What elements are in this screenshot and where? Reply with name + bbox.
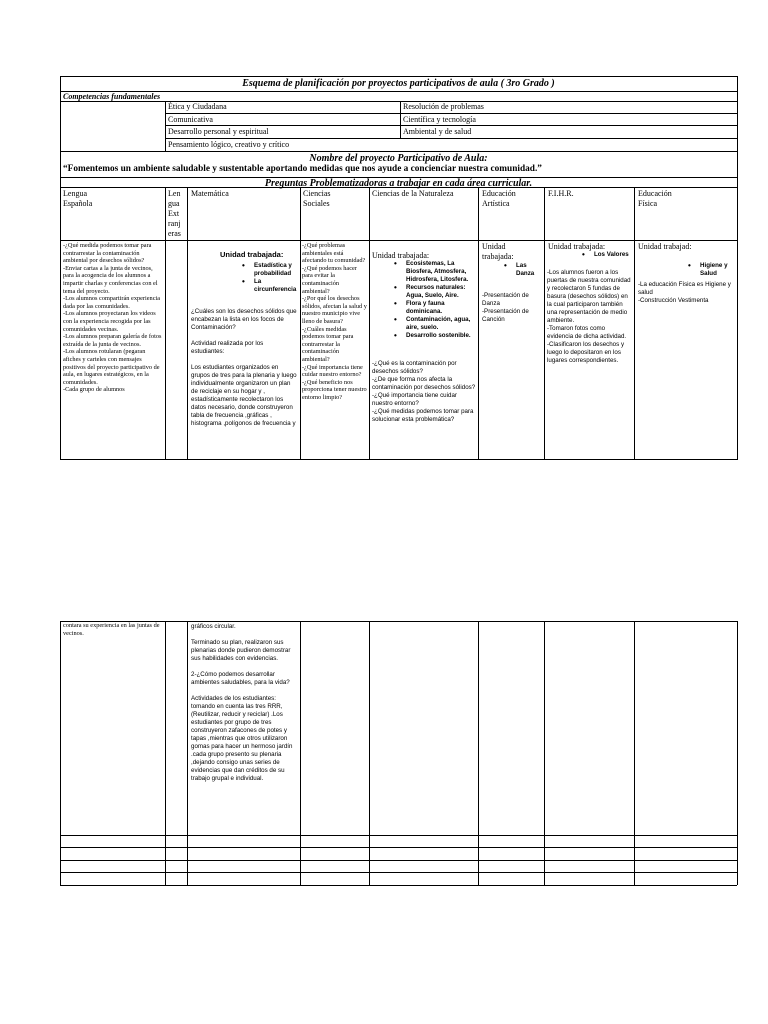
competencia-cell: Pensamiento lógico, creativo y crítico (168, 140, 290, 149)
header-lengua-espanola: Lengua Española (63, 189, 93, 208)
sociales-content: -¿Qué problemas ambientales está afectando tu comunidad? -¿Qué podemos hacer para evitar la contaminación ambiental? -¿Por qué los desechos sólidos, afectan la salud y nuestro municipio vive lleno de basura? -¿Cuáles medidas podemos tomar para contrarrestar la contaminación ambiental? -¿Qué importancia tiene cuidar nuestro entorno? -¿Qué beneficio nos proporciona tener nuestro entorno limpio? (302, 242, 367, 401)
mat-content: ¿Cuáles son los desechos sólidos que encabezan la lista en los focos de Contaminación? Actividad realizada por los estudiantes: Los estudiantes organizados en grupos de tres para la plenaria y luego individualmente organizaron un plan de reciclaje en su hogar y , estadísticamente recolectaron los datos necesario, donde construyeron tabla de frecuencia ,gráficas , histograma ,polígonos de frecuencia y (191, 308, 297, 427)
competencia-cell: Desarrollo personal y espiritual (168, 127, 269, 136)
list-item: • Las Danza (516, 262, 542, 278)
competencia-cell: Comunicativa (168, 115, 213, 124)
plan-title: Esquema de planificación por proyectos participativos de aula ( 3ro Grado ) (242, 78, 555, 89)
competencia-cell: Resolución de problemas (403, 102, 484, 111)
lengua-espanola-content: -¿Qué medida podemos tomar para contrarrestar la contaminación ambiental por desechos sólidos? -Enviar cartas a la junta de vecinos, para la acogencia de los alumnos a impartir charlas y conferencias con el tema del proyecto. -Los alumnos compartirán experiencia dada por las comunidades. -Los alumnos proyectaran los videos con la experiencia recogida por las comunidades vecinas. -Los alumnos preparan galería de fotos extraída de la junta de vecinos. -Los alumnos rotularan (pegaran afiches y carteles con mensajes positivos del proyecto participativo de aula, en lugares estratégicos, en la comunidades. -Cada grupo de alumnos (63, 242, 162, 394)
header-ciencias-sociales: Ciencias Sociales (303, 189, 331, 208)
fisica-unidad-label: Unidad trabajad: (638, 242, 692, 251)
fihr-unit-list (580, 251, 632, 259)
fisica-content: -La educación Física es Higiene y salud -Construcción Vestimenta (638, 281, 731, 304)
nat-unit-list (392, 260, 476, 340)
header-matematica: Matemática (191, 189, 229, 198)
mat-unit-list (240, 262, 298, 294)
nat-content: -¿Qué es la contaminación por desechos sólidos? -¿De que forma nos afecta la contaminación por desechos sólidos? -¿Qué importancia tiene cuidar nuestro entorno? -¿Qué medidas podemos tomar para solucionar esta problemática? (372, 360, 476, 423)
header-ciencias-naturaleza: Ciencias de la Naturaleza (372, 189, 454, 198)
fisica-unit-list (686, 262, 736, 278)
header-lenguas-extranjeras: Len gua Ext ranj eras (168, 189, 181, 238)
artistica-unidad-label: Unidad trabajada: (482, 242, 514, 261)
nat-unidad-label: Unidad trabajada: (372, 251, 430, 260)
proyecto-label: Nombre del proyecto Participativo de Aula: (309, 153, 488, 164)
artistica-content: -Presentación de Danza -Presentación de Canción (482, 292, 529, 323)
header-fihr: F.I.H.R. (548, 189, 574, 198)
list-item: • Recursos naturales: Agua, Suelo, Aire. (406, 284, 476, 300)
list-item: • Ecosistemas, La Biosfera, Atmosfera, Hidrosfera, Litosfera. (406, 260, 476, 284)
preguntas-label: Preguntas Problematizadoras a trabajar en cada área curricular. (264, 178, 533, 189)
list-item: • Desarrollo sostenible. (406, 332, 476, 340)
proyecto-nombre: “Fomentemos un ambiente saludable y sustentable aportando medidas que nos ayude a concienciar nuestra comunidad.” (63, 164, 542, 174)
mat-content-continued: gráficos circular. Terminado su plan, realizaron sus plenarias donde pudieron demostrar sus habilidades con evidencias. 2-¿Cómo podemos desarrollar ambientes saludables, para la vida? Actividades de los estudiantes: tomando en cuenta las tres RRR, (Reutilizar, reducir y reciclar) .Los estudiantes por grupo de tres construyeron zafacones de potes y tapas ,mientras que otros utilizaron gomas para hacer un hermoso jardín .cada grupo presento su plenaria ,dejando consigo unas series de evidencias que dan créditos de su trabajo grupal e individual. (191, 623, 293, 782)
artistica-unit-list (502, 262, 542, 278)
fihr-unidad-label: Unidad trabajada: (548, 242, 606, 251)
lengua-espanola-continued: contara su experiencia en las juntas de vecinos. (63, 622, 160, 637)
list-item: • Contaminación, agua, aire, suelo. (406, 316, 476, 332)
header-educacion-artistica: Educación Artística (482, 189, 516, 208)
list-item: • Los Valores (594, 251, 632, 259)
competencias-label: Competencias fundamentales (63, 92, 161, 101)
list-item: • La circunferencia (254, 278, 298, 294)
list-item: • Higiene y Salud (700, 262, 736, 278)
mat-unidad-label: Unidad trabajada: (220, 250, 284, 259)
competencia-cell: Ambiental y de salud (403, 127, 472, 136)
competencia-cell: Ética y Ciudadana (168, 102, 227, 111)
competencia-cell: Científica y tecnología (403, 115, 476, 124)
fihr-content: -Los alumnos fueron a los puertas de nuestra comunidad y recolectaron 5 fundas de basura (desechos sólidos) en la cual participaron también una representación de medio ambiente. -Tomaron fotos como evidencia de dicha actividad. -Clasificaron los desechos y luego lo depositaron en los lugares correspondientes. (547, 269, 631, 364)
list-item: • Estadística y probabilidad (254, 262, 298, 278)
header-educacion-fisica: Educación Física (638, 189, 672, 208)
list-item: • Flora y fauna dominicana. (406, 300, 476, 316)
